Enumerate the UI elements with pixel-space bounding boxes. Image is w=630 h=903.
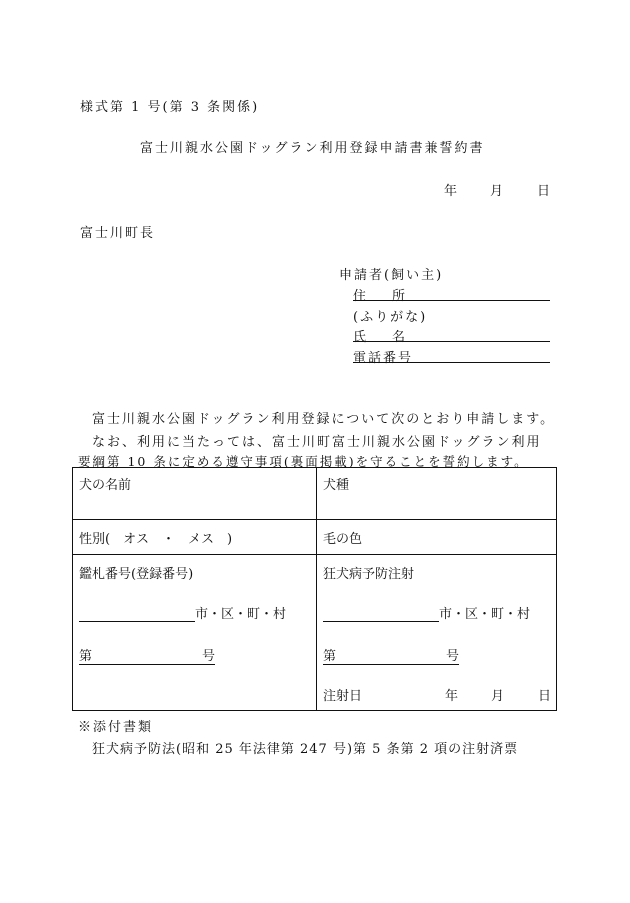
body-line-2: なお、利用に当たっては、富士川町富士川親水公園ドッグラン利用 [92,435,542,450]
rabies-municipality-row [323,603,530,622]
sex-label: 性別( オス ・ メス ) [79,532,233,547]
tag-municipality-blank[interactable] [79,607,195,622]
rabies-no-prefix: 第 [323,649,337,664]
form-number: 様式第 1 号(第 3 条関係) [80,100,260,115]
furigana-label: (ふりがな) [353,310,428,325]
tag-municipality-label: 市・区・町・村 [195,607,287,622]
attachments-heading: ※添付書類 [78,720,154,735]
tag-number-cell[interactable] [73,555,317,711]
name-field[interactable] [353,326,550,345]
injection-month: 月 [491,689,505,704]
tag-no-blank[interactable] [79,645,215,665]
sex-cell[interactable] [73,520,317,555]
injection-day: 日 [538,689,552,704]
registration-table [72,467,557,711]
address-field[interactable] [353,285,550,304]
breed-cell[interactable] [317,468,557,520]
rabies-label: 狂犬病予防注射 [323,567,415,582]
page-title: 富士川親水公園ドッグラン利用登録申請書兼誓約書 [140,141,485,156]
address-label: 住 所 [353,289,406,304]
date-month: 月 [490,184,504,199]
dog-name-cell[interactable] [73,468,317,520]
rabies-municipality-blank[interactable] [323,607,439,622]
rabies-no-blank[interactable] [323,645,459,665]
rabies-cell[interactable] [317,555,557,711]
coat-color-cell[interactable] [317,520,557,555]
injection-date-row [323,685,553,704]
rabies-municipality-label: 市・区・町・村 [439,607,531,622]
body-line-3: 要綱第 10 条に定める遵守事項(裏面掲載)を守ることを誓約します。 [78,454,529,469]
breed-label: 犬種 [323,478,350,493]
body-line-1: 富士川親水公園ドッグラン利用登録について次のとおり申請します。 [92,412,556,427]
tag-number-label: 鑑札番号(登録番号) [79,567,194,582]
tag-no-prefix: 第 [79,649,93,664]
date-day: 日 [537,184,551,199]
date-year: 年 [444,184,458,199]
rabies-no-suffix: 号 [445,649,459,664]
tag-no-row [79,645,215,665]
addressee: 富士川町長 [80,226,156,241]
coat-color-label: 毛の色 [323,532,363,547]
tag-municipality-row [79,603,286,622]
injection-date-label: 注射日 [323,689,363,704]
applicant-heading: 申請者(飼い主) [339,268,444,283]
tag-no-suffix: 号 [201,649,215,664]
phone-field[interactable] [353,347,550,366]
injection-year: 年 [445,689,459,704]
dog-name-label: 犬の名前 [79,478,132,493]
attachments-item: 狂犬病予防法(昭和 25 年法律第 247 号)第 5 条第 2 項の注射済票 [92,742,519,757]
phone-label: 電話番号 [353,351,414,366]
name-label: 氏 名 [353,330,406,345]
rabies-no-row [323,645,459,665]
